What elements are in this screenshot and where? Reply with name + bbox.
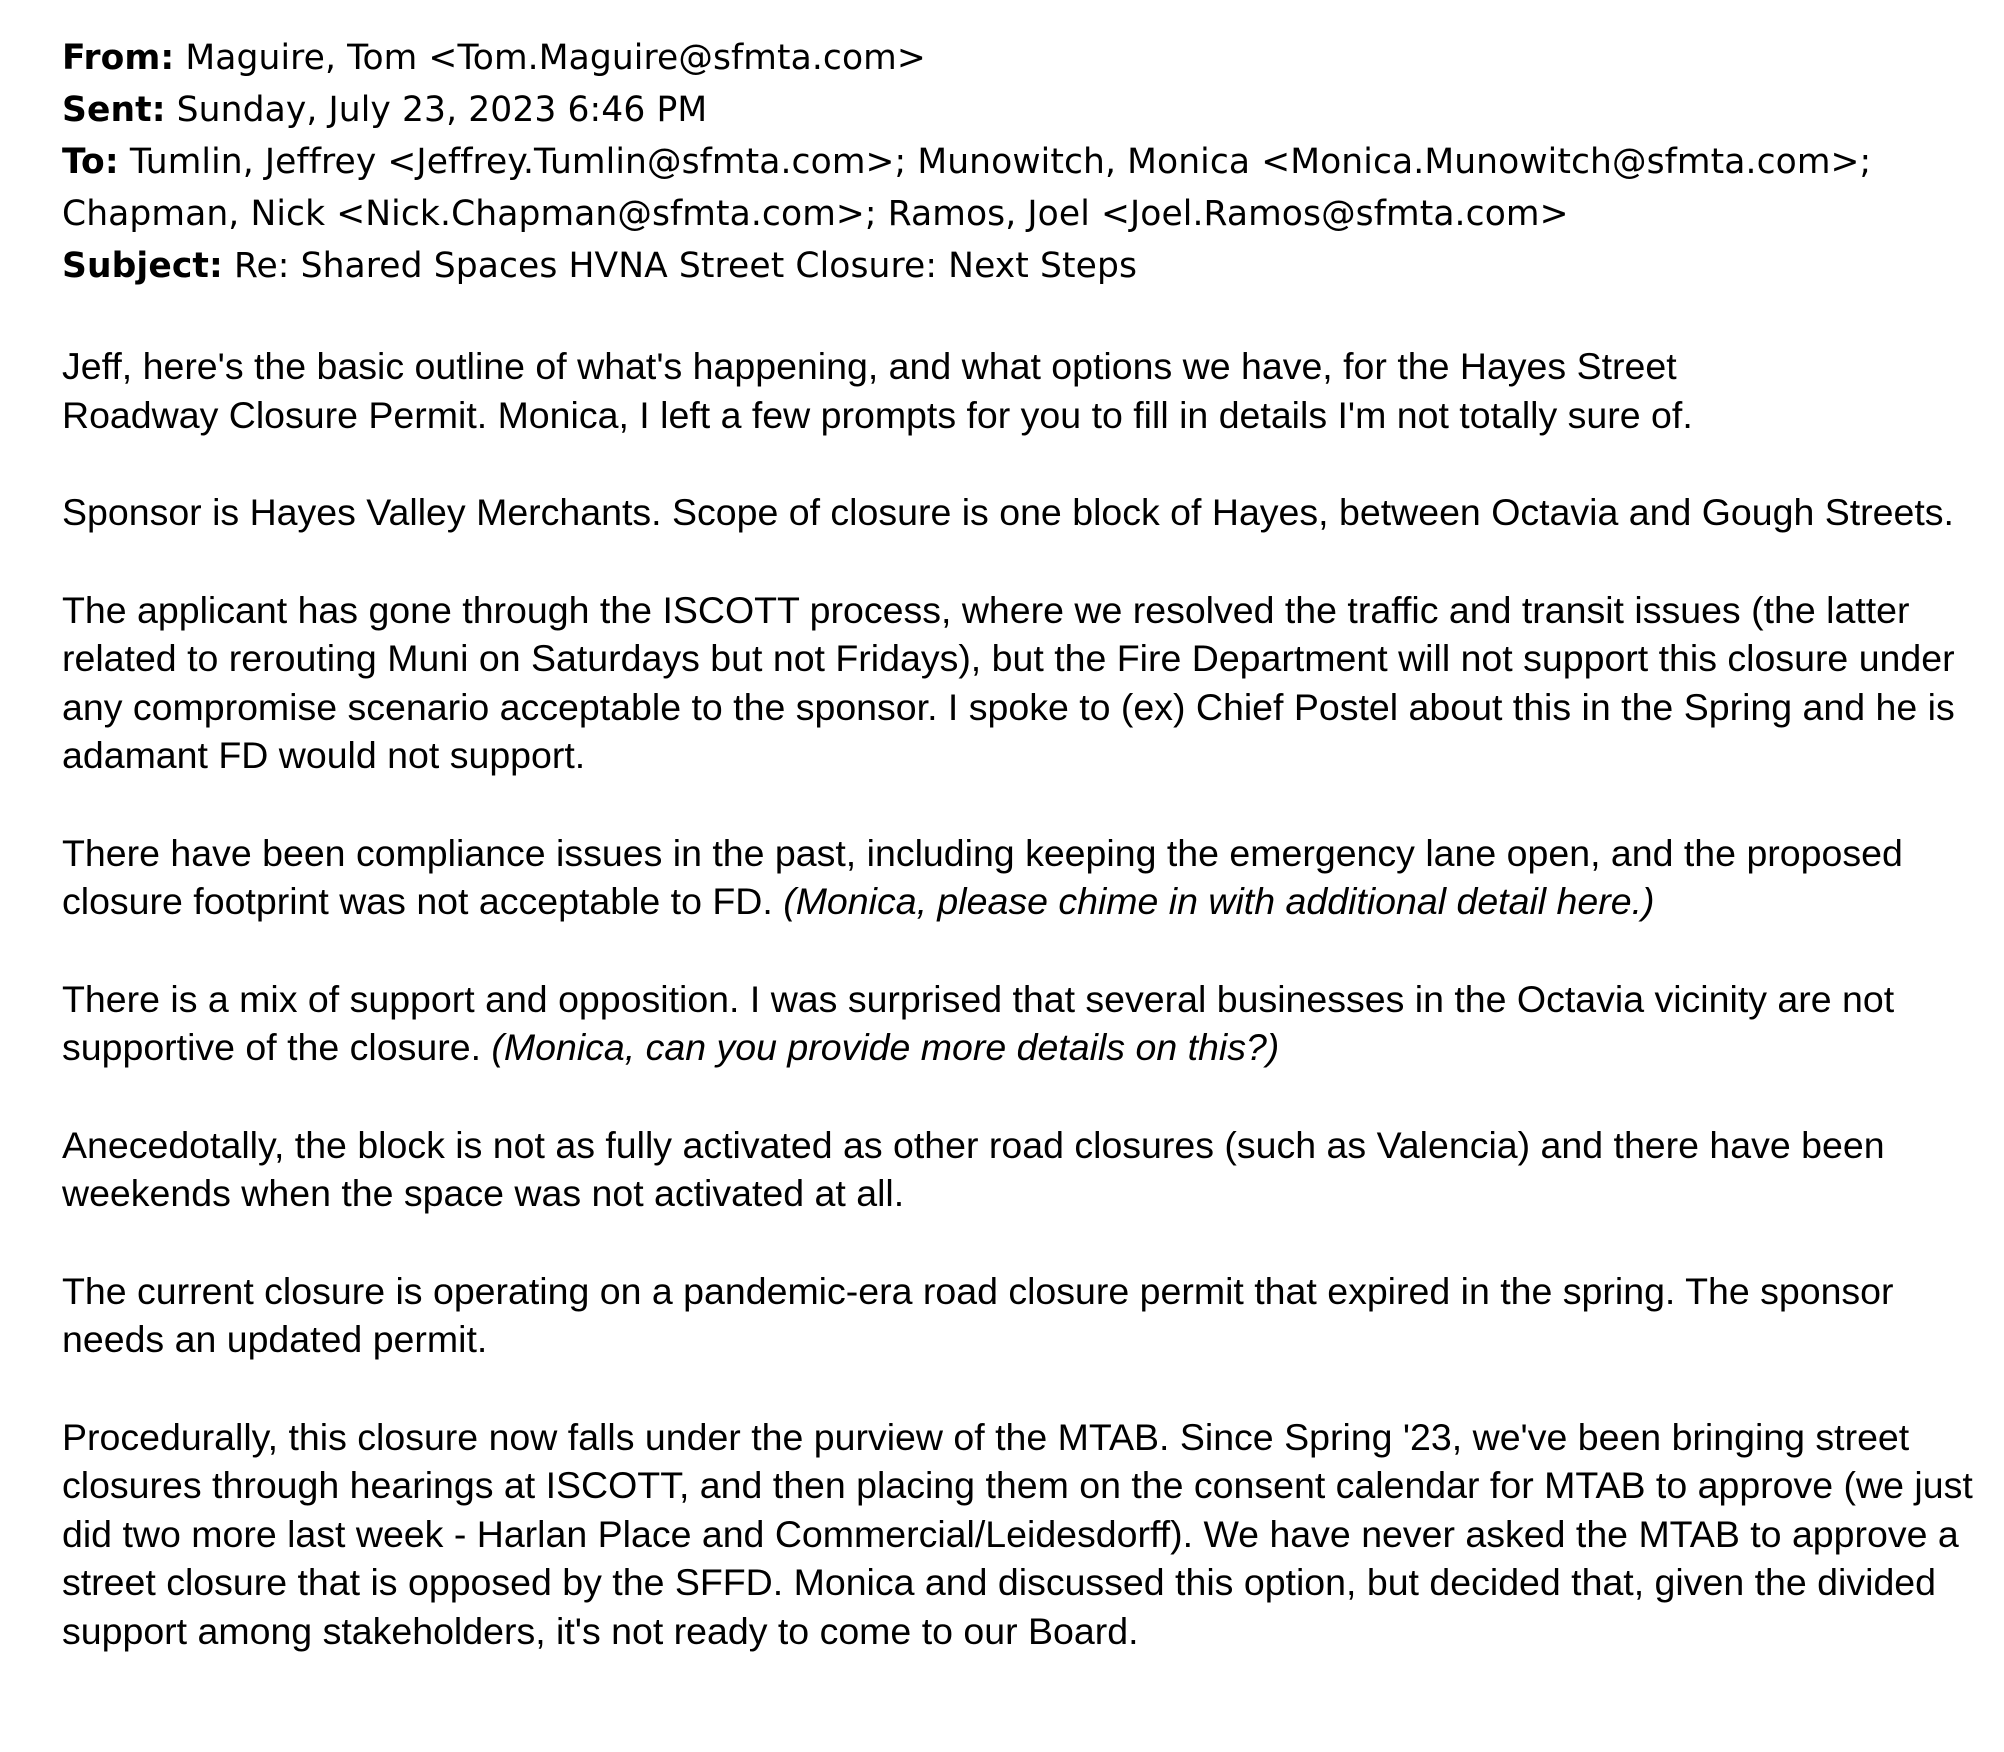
from-label: From: xyxy=(62,38,175,78)
paragraph-intro-line2: Roadway Closure Permit. Monica, I left a few prompts for you to fill in details I'm not totally sure of. xyxy=(62,393,1693,436)
subject-line xyxy=(62,240,1982,292)
paragraph-compliance-text: There have been compliance issues in the past, including keeping the emergency lane open, and the proposed closure footprint was not acceptable to FD. xyxy=(62,831,1903,922)
from-line xyxy=(62,32,1982,84)
to-value-continued: Chapman, Nick <Nick.Chapman@sfmta.com>; Ramos, Joel <Joel.Ramos@sfmta.com> xyxy=(62,194,1569,234)
email-header xyxy=(62,32,1982,292)
paragraph-permit: The current closure is operating on a pandemic-era road closure permit that expired in the spring. The sponsor needs an updated permit. xyxy=(62,1269,1894,1360)
sent-value: Sunday, July 23, 2023 6:46 PM xyxy=(165,90,708,130)
to-value: Tumlin, Jeffrey <Jeffrey.Tumlin@sfmta.com>; Munowitch, Monica <Monica.Munowitch@sfmta.com>; xyxy=(118,142,1872,182)
paragraph-support xyxy=(62,975,1982,1072)
to-label: To: xyxy=(62,142,119,182)
paragraph-support-text: There is a mix of support and opposition. I was surprised that several businesses in the Octavia vicinity are not supportive of the closure. xyxy=(62,977,1895,1068)
sent-label: Sent: xyxy=(62,90,166,130)
subject-label: Subject: xyxy=(62,246,223,286)
paragraph-activation: Anecedotally, the block is not as fully activated as other road closures (such as Valencia) and there have been weekends when the space was not activated at all. xyxy=(62,1123,1885,1214)
from-value: Maguire, Tom <Tom.Maguire@sfmta.com> xyxy=(174,38,926,78)
paragraph-sponsor: Sponsor is Hayes Valley Merchants. Scope of closure is one block of Hayes, between Octavia and Gough Streets. xyxy=(62,491,1954,533)
paragraph-intro-line1: Jeff, here's the basic outline of what's happening, and what options we have, for the Hayes Street xyxy=(62,345,1677,387)
paragraph-compliance xyxy=(62,829,1982,926)
subject-value: Re: Shared Spaces HVNA Street Closure: Next Steps xyxy=(222,246,1138,286)
to-line-continued xyxy=(62,188,1982,240)
sent-line xyxy=(62,84,1982,136)
paragraph-iscott: The applicant has gone through the ISCOTT process, where we resolved the traffic and transit issues (the latter related to rerouting Muni on Saturdays but not Fridays), but the Fire Department will not support this closure under any compromise scenario acceptable to the sponsor. I spoke to (ex) Chief Postel about this in the Spring and he is adamant FD would not support. xyxy=(62,588,1955,776)
paragraph-intro xyxy=(62,342,1982,439)
paragraph-compliance-note: (Monica, please chime in with additional detail here.) xyxy=(783,880,1655,922)
to-line xyxy=(62,136,1982,188)
paragraph-procedure: Procedurally, this closure now falls under the purview of the MTAB. Since Spring '23, we've been bringing street closures through hearings at ISCOTT, and then placing them on the consent calendar for MTAB to approve (we just did two more last week - Harlan Place and Commercial/Leidesdorff). We have never asked the MTAB to approve a street closure that is opposed by the SFFD. Monica and discussed this option, but decided that, given the divided support among stakeholders, it's not ready to come to our Board. xyxy=(62,1415,1973,1652)
email-document xyxy=(62,32,1982,1704)
email-body xyxy=(62,342,1982,1655)
paragraph-support-note: (Monica, can you provide more details on this?) xyxy=(491,1026,1280,1068)
